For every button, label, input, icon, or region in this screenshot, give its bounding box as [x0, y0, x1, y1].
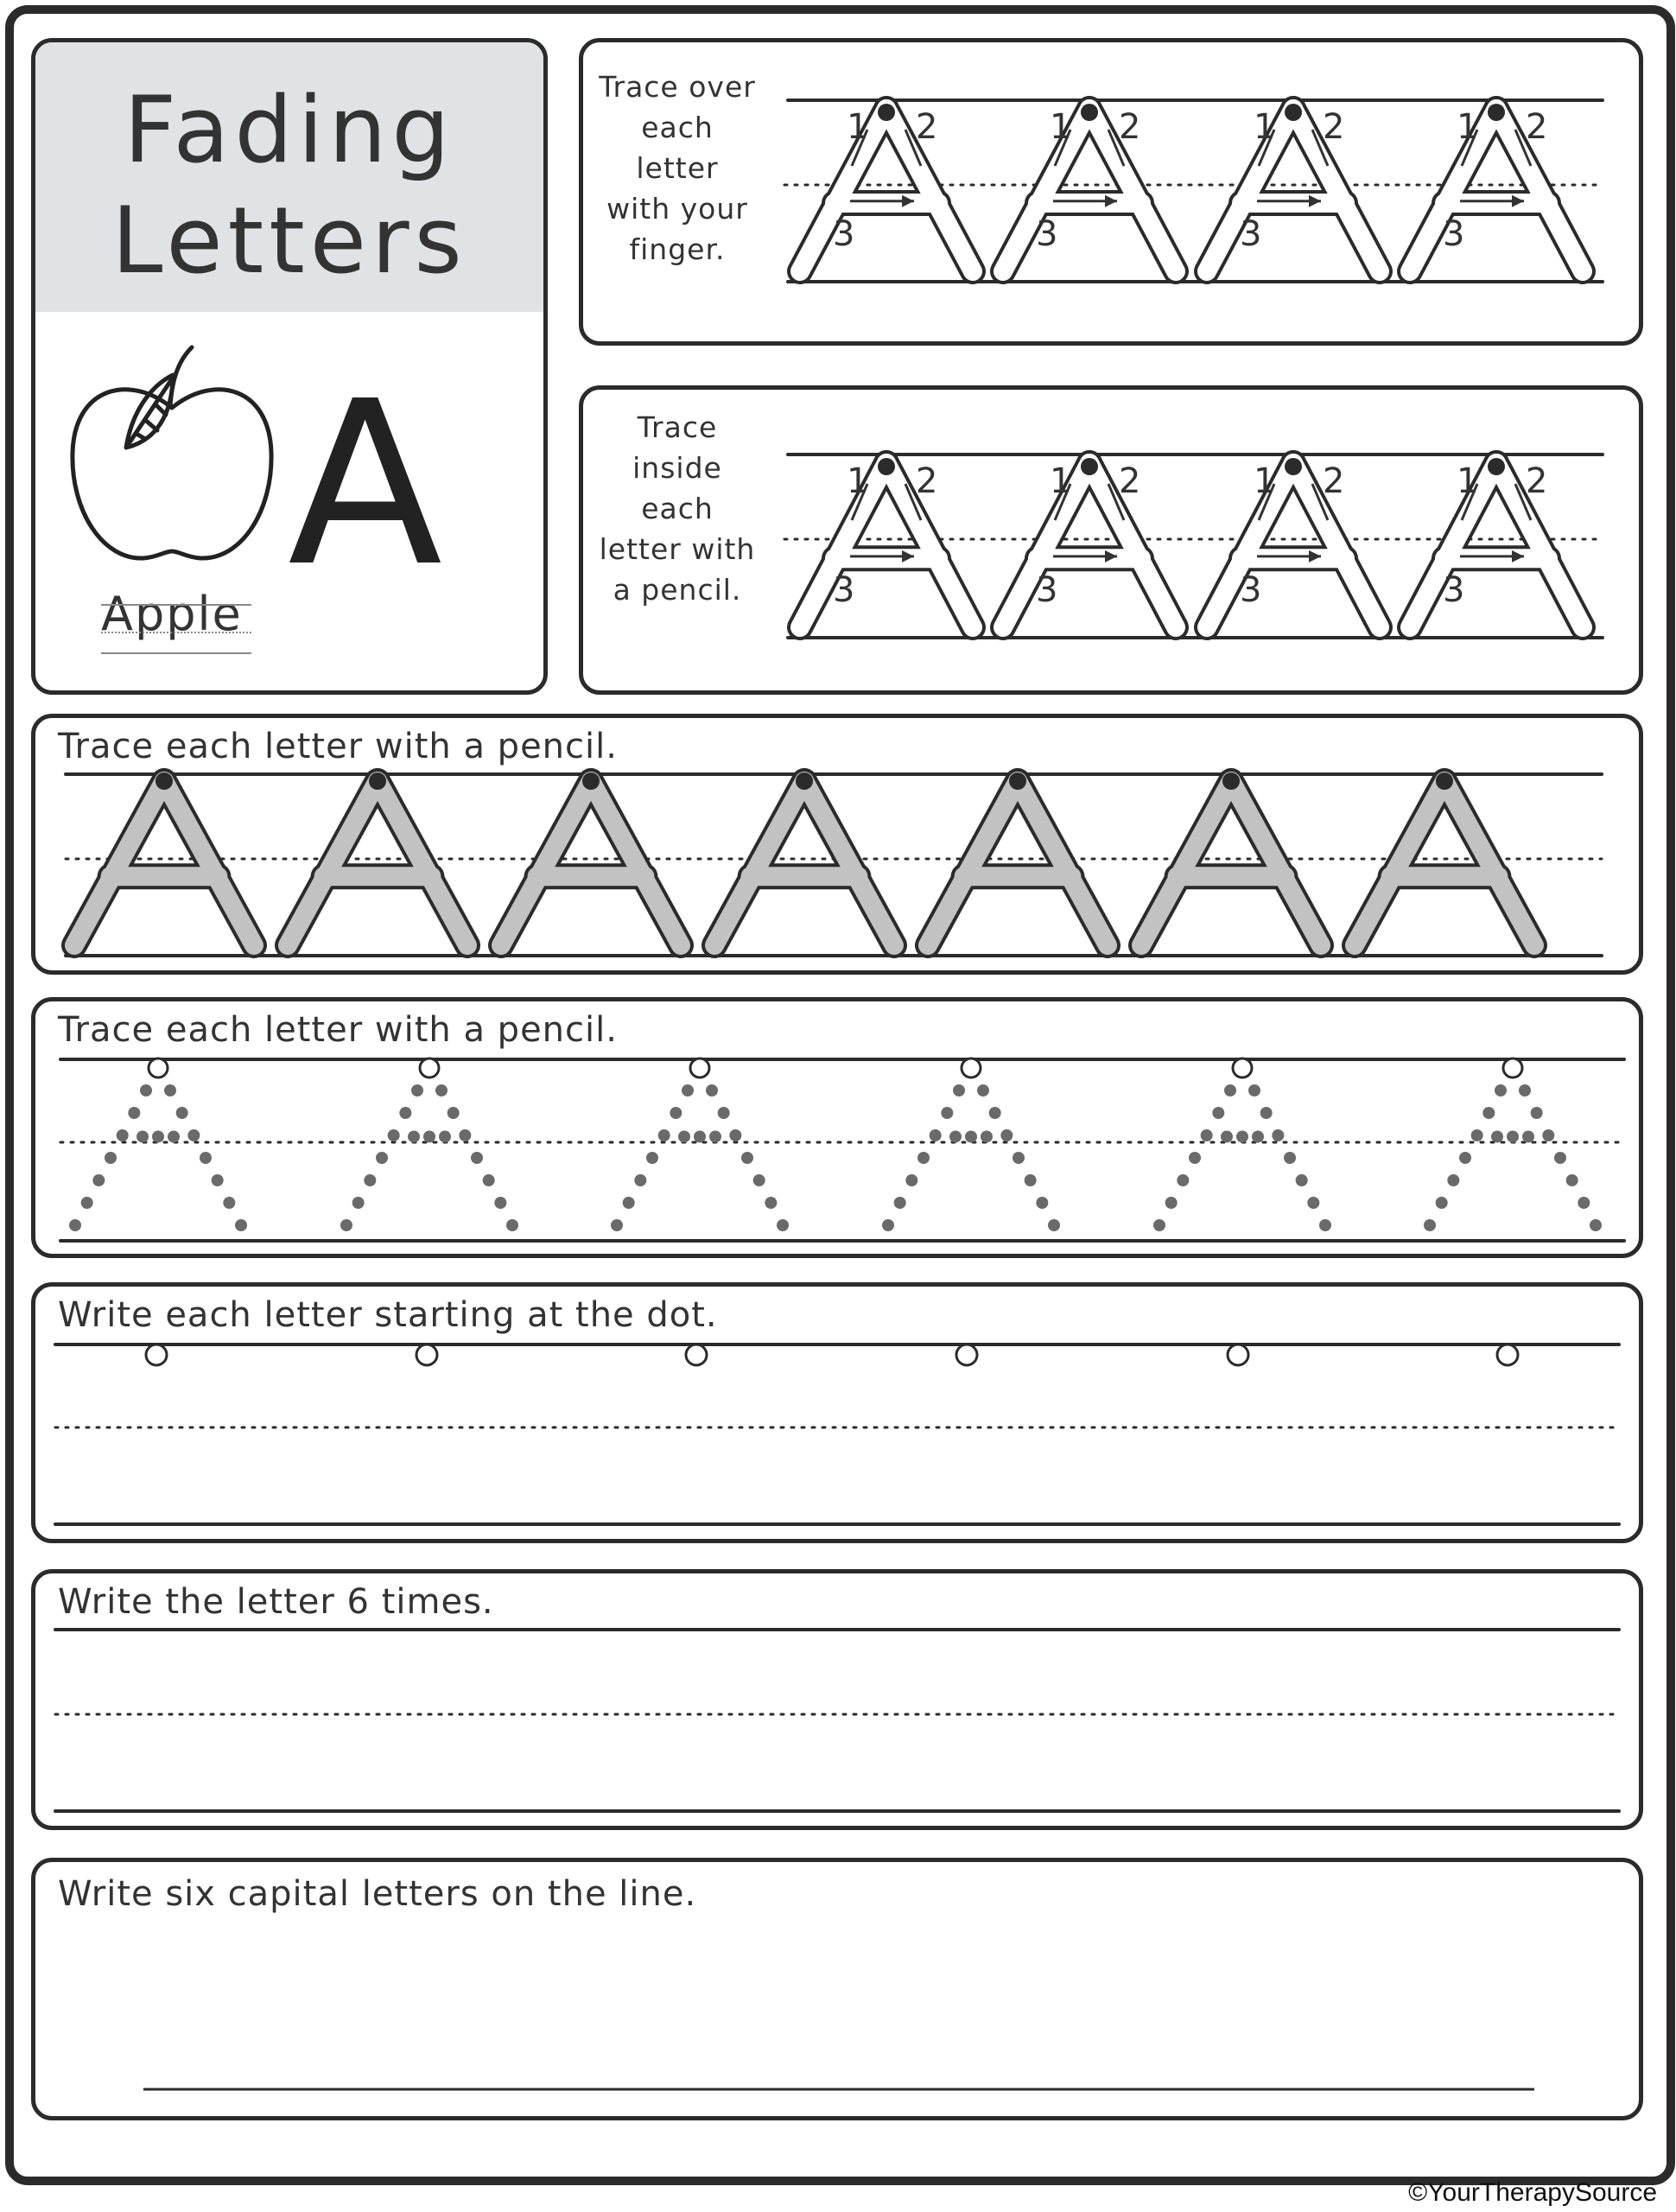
title-line-2: Letters	[111, 188, 467, 294]
svg-text:1: 1	[1254, 461, 1276, 501]
svg-text:2: 2	[1119, 107, 1141, 147]
start-dot	[1436, 772, 1453, 790]
start-dot	[1285, 458, 1302, 475]
svg-text:2: 2	[1526, 461, 1548, 501]
start-circle	[416, 1344, 437, 1365]
svg-text:3: 3	[833, 570, 855, 610]
start-circle	[962, 1058, 981, 1077]
dotted-letter-a	[1153, 1058, 1331, 1231]
instruction-write-capitals: Write six capital letters on the line.	[58, 1874, 697, 1914]
svg-text:2: 2	[916, 461, 938, 501]
start-dot	[1488, 458, 1505, 475]
instruction-write-start-dot: Write each letter starting at the dot.	[58, 1295, 718, 1335]
svg-text:1: 1	[1457, 107, 1479, 147]
instruction-trace-pencil: Trace each letter with a pencil.	[58, 727, 618, 766]
svg-text:2: 2	[1119, 461, 1141, 501]
svg-text:1: 1	[1050, 107, 1072, 147]
start-circle	[149, 1058, 168, 1077]
svg-text:1: 1	[847, 461, 869, 501]
svg-text:2: 2	[1323, 107, 1345, 147]
instruction-trace-inside: Trace inside each letter with a pencil.	[599, 410, 756, 607]
svg-text:1: 1	[1254, 107, 1276, 147]
start-circle	[690, 1058, 709, 1077]
start-dot	[369, 772, 386, 790]
start-dot	[582, 772, 600, 790]
instruction-trace-finger: Trace over each letter with your finger.	[599, 70, 756, 266]
start-circle	[420, 1058, 439, 1077]
svg-text:3: 3	[1036, 214, 1058, 254]
dotted-letter-a	[611, 1058, 789, 1231]
start-dot	[1009, 772, 1026, 790]
dotted-letter-a	[340, 1058, 518, 1231]
apple-icon	[73, 347, 271, 558]
grey-letter-a	[288, 781, 467, 945]
start-circle	[956, 1344, 977, 1365]
start-dot	[1081, 458, 1098, 475]
svg-text:3: 3	[1240, 570, 1262, 610]
start-circle	[1228, 1344, 1248, 1365]
svg-text:1: 1	[847, 107, 869, 147]
grey-letter-a	[1141, 781, 1321, 945]
svg-text:2: 2	[1526, 107, 1548, 147]
svg-text:3: 3	[1443, 214, 1465, 254]
start-dot	[878, 458, 895, 475]
start-dot	[796, 772, 813, 790]
traced-letter-a	[1003, 463, 1176, 627]
grey-letter-a	[928, 781, 1108, 945]
svg-text:3: 3	[1240, 214, 1262, 254]
traced-letter-a	[1410, 463, 1583, 627]
traced-letter-a	[1003, 109, 1176, 271]
dotted-letter-a	[882, 1058, 1060, 1231]
start-dot	[1222, 772, 1240, 790]
grey-letter-a	[74, 781, 254, 945]
svg-text:3: 3	[1036, 570, 1058, 610]
start-circle	[1497, 1344, 1518, 1365]
feature-letter: A	[288, 353, 443, 616]
title-line-1: Fading	[124, 77, 455, 183]
grey-letter-a	[1355, 781, 1534, 945]
traced-letter-a	[1207, 109, 1380, 271]
traced-letter-a	[800, 109, 973, 271]
svg-text:3: 3	[1443, 570, 1465, 610]
dotted-letter-a	[69, 1058, 247, 1231]
start-dot	[878, 104, 895, 121]
svg-text:2: 2	[916, 107, 938, 147]
start-circle	[146, 1344, 167, 1365]
start-circle	[1503, 1058, 1522, 1077]
start-dot	[156, 772, 173, 790]
start-dot	[1488, 104, 1505, 121]
feature-word: Apple	[101, 587, 243, 641]
start-dot	[1285, 104, 1302, 121]
traced-letter-a	[1410, 109, 1583, 271]
start-circle	[686, 1344, 707, 1365]
svg-text:2: 2	[1323, 461, 1345, 501]
dotted-letter-a	[1424, 1058, 1602, 1231]
traced-letter-a	[800, 463, 973, 627]
svg-text:1: 1	[1457, 461, 1479, 501]
svg-text:3: 3	[833, 214, 855, 254]
start-circle	[1233, 1058, 1252, 1077]
start-dot	[1081, 104, 1098, 121]
traced-letter-a	[1207, 463, 1380, 627]
instruction-trace-dots: Trace each letter with a pencil.	[58, 1010, 618, 1050]
grey-letter-a	[501, 781, 681, 945]
copyright: ©YourTherapySource	[1408, 2178, 1657, 2207]
grey-letter-a	[714, 781, 894, 945]
instruction-write-six-times: Write the letter 6 times.	[58, 1582, 494, 1622]
svg-text:1: 1	[1050, 461, 1072, 501]
